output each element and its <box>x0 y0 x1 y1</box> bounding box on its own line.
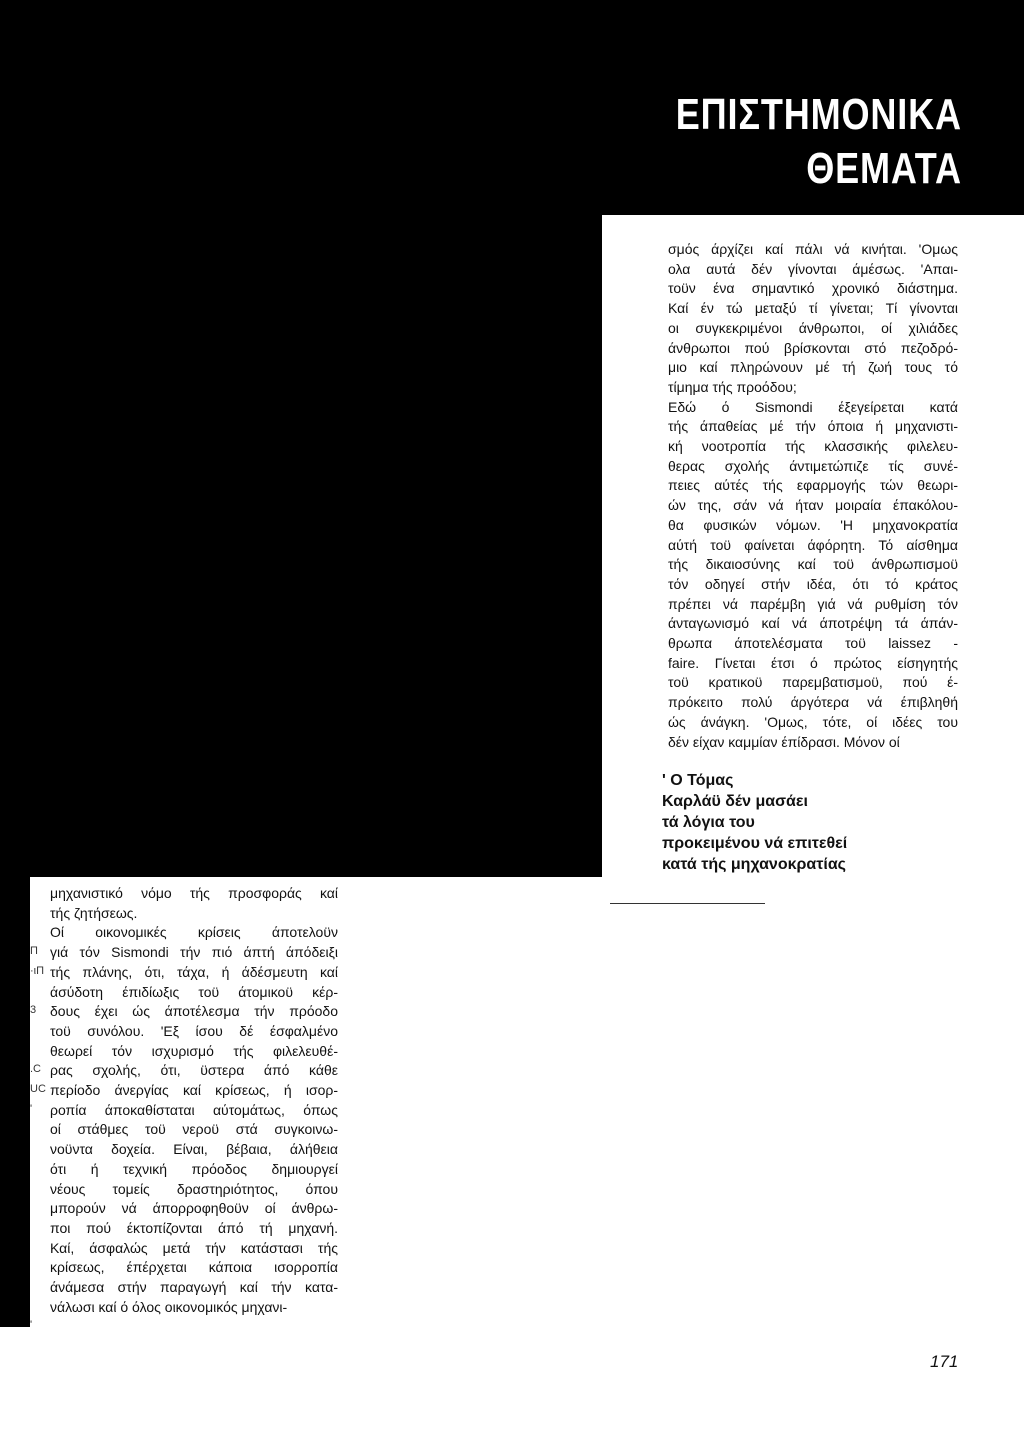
margin-mark <box>30 1021 48 1041</box>
margin-mark: .C <box>30 1063 41 1076</box>
margin-mark <box>30 1139 48 1159</box>
section-title <box>676 88 962 196</box>
right-column-line: τοϋν ένα σημαντικό χρονικό διάστημα. <box>668 280 958 297</box>
left-column-line: ότι ή τεχνική πρόοδος δημιουργεί <box>50 1160 338 1177</box>
right-column-line: τοϋ κρατικοϋ παρεμβατισμοϋ, πού έ- <box>668 674 958 691</box>
left-column-line: νάλωσι καί ό όλος οικονομικός μηχανι- <box>50 1298 288 1315</box>
right-column-line: τίμημα τής προόδου; <box>668 378 797 395</box>
section-title-line-2: ΘΕΜΑΤΑ <box>806 144 962 193</box>
right-column-line: κή νοοτροπία τής κλασσικής φιλελευ- <box>668 438 958 455</box>
right-column-line: θερας σχολής άντιμετώπιζε τίς συνέ- <box>668 457 958 474</box>
right-column-line: μιο καί πληρώνουν μέ τή ζωή τους τό <box>668 359 958 376</box>
left-column-line: περίοδο άνεργίας καί κρίσεως, ή ισορ- <box>50 1082 338 1099</box>
margin-mark: ' <box>30 1102 33 1115</box>
left-column-line: γιά τόν Sismondi τήν πιό άπτή άπόδειξι <box>50 944 338 961</box>
right-column-line: Καί έν τώ μεταξύ τί γίνεται; Τί γίνονται <box>668 300 958 317</box>
left-column-line: δους έχει ώς άποτέλεσμα τήν πρόοδο <box>50 1003 338 1020</box>
right-column-line: θα φυσικών νόμων. 'Η μηχανοκρατία <box>668 516 958 533</box>
pull-quote-line: Καρλάϋ δέν μασάει <box>662 793 808 810</box>
left-column-line: μηχανιστικό νόμο τής προσφοράς καί <box>50 885 338 901</box>
margin-mark <box>30 1237 48 1257</box>
margin-marks <box>30 942 48 1336</box>
margin-mark <box>30 1040 48 1060</box>
pull-quote-line: τά λόγια του <box>662 814 755 831</box>
left-column-line: ποι πού έκτοπίζονται άπό τή μηχανή. <box>50 1219 338 1236</box>
right-column-line: faire. Γίνεται έτσι ό πρώτος είσηγητής <box>668 654 958 671</box>
section-title-line-1: ΕΠΙΣΤΗΜΟΝΙΚΑ <box>675 90 962 139</box>
margin-mark: ·ιΠ <box>30 964 45 977</box>
margin-mark: ' <box>30 1319 33 1332</box>
right-column-line: πρέπει νά παρέμβη γιά νά ρυθμίση τόν <box>668 595 958 612</box>
margin-mark <box>30 1277 48 1297</box>
right-column-line: δέν είχαν καμμίαν έπίδρασι. Μόνον οί <box>668 733 900 750</box>
right-column-text <box>668 240 958 752</box>
pull-quote-line: προκειμένου νά επιτεθεί <box>662 835 848 852</box>
black-image-block <box>0 215 602 877</box>
right-column-line: σμός άρχίζει καί πάλι νά κινήται. 'Ομως <box>668 241 958 257</box>
right-column-line: Εδώ ό Sismondi έξεγείρεται κατά <box>668 398 958 415</box>
margin-mark <box>30 1178 48 1198</box>
right-column-line: πειες αύτές τής εφαρμογής τών θεωρι- <box>668 477 958 494</box>
right-column-line: θρωπα άποτελέσματα τοϋ laissez - <box>668 635 958 652</box>
margin-mark <box>30 1218 48 1238</box>
right-column-line: ολα αυτά δέν γίνονται άμέσως. 'Απαι- <box>668 260 958 277</box>
left-column-line: ρας σχολής, ότι, ϋστερα άπό κάθε <box>50 1062 338 1079</box>
pull-quote-rule <box>610 903 765 904</box>
pull-quote <box>662 770 962 875</box>
margin-mark: Π <box>30 945 38 957</box>
margin-mark: 3 <box>30 1004 37 1017</box>
left-column-line: Καί, άσφαλώς μετά τήν κατάστασι τής <box>50 1239 338 1256</box>
right-column-line: αύτή τοϋ φαίνεται άφόρητη. Τό αίσθημα <box>668 536 958 553</box>
left-column-line: άσύδοτη έπιδίωξις τοϋ άτομικοϋ κέρ- <box>50 983 338 1000</box>
page-number: 171 <box>930 1352 959 1371</box>
margin-mark <box>30 1119 48 1139</box>
margin-mark: UC <box>30 1082 46 1095</box>
right-column-line: άνταγωνισμό καί νά άποτρέψη τά άπάν- <box>668 615 958 632</box>
margin-mark <box>30 1198 48 1218</box>
left-column-line: τής ζητήσεως. <box>50 904 138 921</box>
left-column-line: τοϋ συνόλου. 'Εξ ίσου δέ έσφαλμένο <box>50 1022 338 1039</box>
left-column-line: κρίσεως, έπέρχεται κάποια ισορροπία <box>50 1259 338 1276</box>
right-column-line: άνθρωποι πού βρίσκονται στό πεζοδρό- <box>668 339 958 356</box>
right-column-line: ώς άνάγκη. 'Ομως, τότε, οί ιδέες του <box>668 713 958 730</box>
pull-quote-line: ' Ο Τόμας <box>662 772 734 789</box>
left-column-line: νοϋντα δοχεία. Είναι, βέβαια, άλήθεια <box>50 1141 338 1158</box>
left-column-line: Οί οικονομικές κρίσεις άποτελοϋν <box>50 924 338 941</box>
left-edge-strip <box>0 877 30 1327</box>
right-column-line: τής δικαιοσύνης καί τοϋ άνθρωπισμοϋ <box>668 556 958 573</box>
pull-quote-line: κατά τής μηχανοκρατίας <box>662 856 846 873</box>
left-column-line: τής πλάνης, ότι, τάχα, ή άδέσμευτη καί <box>50 963 338 980</box>
margin-mark <box>30 1159 48 1179</box>
left-column-line: οί στάθμες τοϋ νεροϋ στά συγκοινω- <box>50 1121 338 1138</box>
right-column-line: οι συγκεκριμένοι άνθρωποι, οί χιλιάδες <box>668 319 958 336</box>
right-column-line: τόν οδηγεί στήν ιδέα, ότι τό κράτος <box>668 575 958 592</box>
left-column-line: νέους τομείς δραστηριότητος, όπου <box>50 1180 338 1197</box>
left-column-line: θεωρεί τόν ισχυρισμό τής φιλελευθέ- <box>50 1042 338 1059</box>
margin-mark <box>30 981 48 1001</box>
right-column-line: τής άπαθείας μέ τήν όποια ή μηχανιστι- <box>668 418 958 435</box>
margin-mark <box>30 1257 48 1277</box>
margin-mark <box>30 1296 48 1316</box>
left-column-line: ροπία άποκαθίσταται αύτομάτως, όπως <box>50 1101 338 1118</box>
right-column-line: ών της, σάν νά ήταν μοιραία έπακόλου- <box>668 497 958 514</box>
left-column-line: άνάμεσα στήν παραγωγή καί τήν κατα- <box>50 1279 338 1296</box>
left-column-line: μπορούν νά άπορροφηθοϋν οί άνθρω- <box>50 1200 338 1217</box>
left-column-text <box>50 884 338 1317</box>
right-column-line: πρόκειτο πολύ άργότερα νά έπιβληθή <box>668 694 958 711</box>
